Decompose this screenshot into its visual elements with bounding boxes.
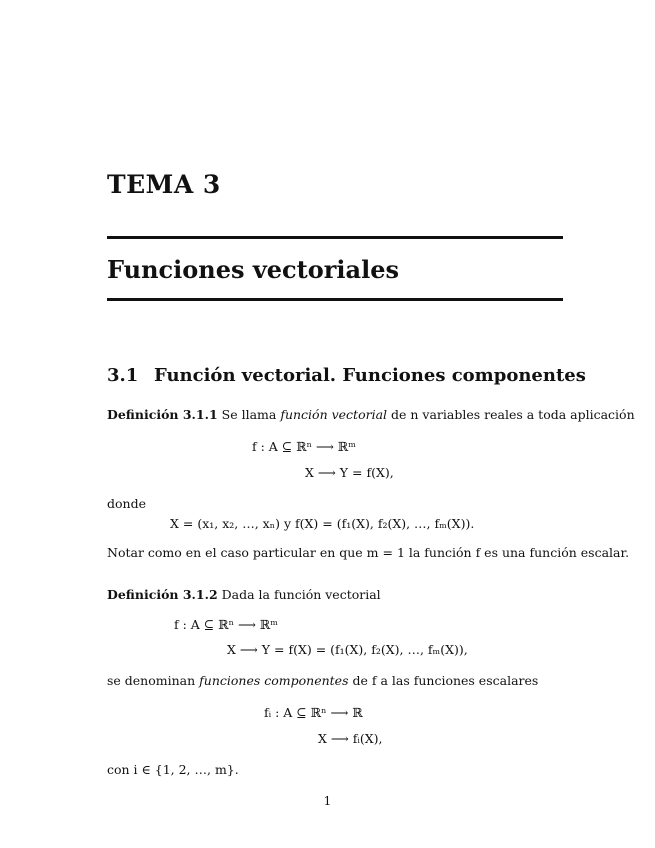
definition-1-label: Definición 3.1.1 (107, 407, 218, 422)
bottom-rule (107, 298, 563, 301)
definition-2 (107, 587, 381, 602)
definition-1 (107, 407, 635, 422)
definition-1-equation-line-1: f : A ⊆ ℝⁿ ⟶ ℝᵐ (252, 439, 356, 454)
definition-2-label: Definición 3.1.2 (107, 587, 218, 602)
definition-2-text: Dada la función vectorial (221, 587, 381, 602)
closing-text: con i ∈ {1, 2, …, m}. (107, 762, 239, 777)
definition-1-text-after: de n variables reales a toda aplicación (391, 407, 635, 422)
scalar-equation-line-2: X ⟶ fᵢ(X), (318, 731, 383, 746)
section-heading (107, 365, 586, 386)
scalar-equation-line-1: fᵢ : A ⊆ ℝⁿ ⟶ ℝ (264, 705, 363, 720)
definition-1-equation-line-2: X ⟶ Y = f(X), (305, 465, 394, 480)
definition-2-equation-line-2: X ⟶ Y = f(X) = (f₁(X), f₂(X), …, fₘ(X)), (227, 642, 468, 657)
donde-text: donde (107, 496, 146, 511)
components-term: funciones componentes (199, 673, 349, 688)
page-number: 1 (323, 794, 332, 808)
components-equation: X = (x₁, x₂, …, xₙ) y f(X) = (f₁(X), f₂(X), …, fₘ(X)). (170, 516, 475, 531)
chapter-label: TEMA 3 (107, 170, 221, 199)
section-title: Función vectorial. Funciones componentes (154, 365, 586, 386)
chapter-title: Funciones vectoriales (107, 255, 399, 284)
components-text-rest: de f a las funciones escalares (352, 673, 539, 688)
definition-2-equation-line-1: f : A ⊆ ℝⁿ ⟶ ℝᵐ (174, 617, 278, 632)
definition-1-term: función vectorial (280, 407, 388, 422)
note-paragraph: Notar como en el caso particular en que m = 1 la función f es una función escalar. (107, 545, 630, 560)
section-number: 3.1 (107, 365, 139, 386)
definition-1-text-before: Se llama (221, 407, 277, 422)
components-text-before: se denominan (107, 673, 196, 688)
top-rule (107, 236, 563, 239)
components-paragraph (107, 673, 538, 688)
